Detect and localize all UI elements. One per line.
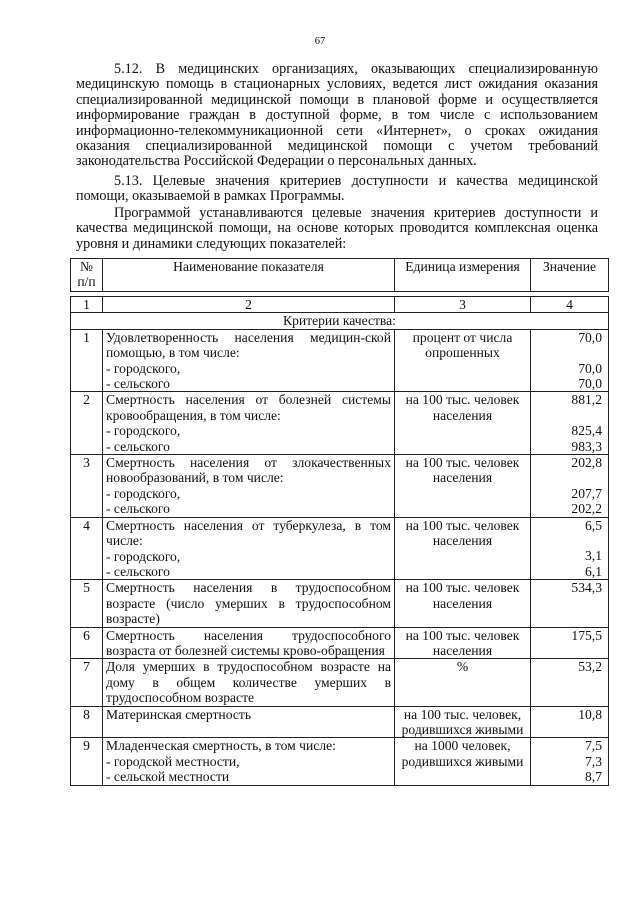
indicator-subitem: - городского, <box>106 360 181 376</box>
indicator-value: 70,0 <box>578 360 602 376</box>
indicator-subitem: - сельского <box>106 376 170 392</box>
indicator-name <box>103 517 395 580</box>
indicator-value: 7,5 <box>585 738 602 754</box>
criteria-table <box>70 258 609 786</box>
header-unit: Единица измерения <box>395 259 531 292</box>
indicator-name <box>103 738 395 785</box>
indicator-value-cell <box>531 329 609 392</box>
table-header-row <box>71 259 609 292</box>
indicator-main: Смертность населения в трудоспособном возрасте (число умерших в трудоспособном возрасте) <box>106 580 391 627</box>
indicator-value: 202,8 <box>571 455 602 471</box>
indicator-value-cell <box>531 455 609 518</box>
indicator-subitem: - городского, <box>106 485 181 501</box>
column-number: 3 <box>395 297 531 313</box>
row-number: 9 <box>71 738 103 785</box>
indicator-main: Смертность населения от злокачественных новообразований, в том числе: <box>106 455 391 486</box>
column-number-row <box>71 297 609 313</box>
indicator-unit: на 1000 человек, родившихся живыми <box>395 738 531 785</box>
row-number: 5 <box>71 580 103 627</box>
column-number: 1 <box>71 297 103 313</box>
indicator-subitem: - сельского <box>106 501 170 517</box>
indicator-value-cell <box>531 517 609 580</box>
indicator-unit: на 100 тыс. человек населения <box>395 627 531 659</box>
indicator-subitem: - сельского <box>106 438 170 454</box>
paragraph-5-13: 5.13. Целевые значения критериев доступности и качества медицинской помощи, оказываемой в рамках Программы. <box>76 173 598 205</box>
indicator-value-cell: 53,2 <box>531 659 609 706</box>
indicator-unit: % <box>395 659 531 706</box>
table-row <box>71 738 609 785</box>
table-row <box>71 455 609 518</box>
indicator-main: Материнская смертность <box>106 706 252 722</box>
section-row <box>71 313 609 329</box>
indicator-value: 6,5 <box>585 517 602 533</box>
table-row <box>71 517 609 580</box>
table-row <box>71 580 609 627</box>
table-row <box>71 706 609 738</box>
column-number: 2 <box>103 297 395 313</box>
indicator-value-cell <box>531 738 609 785</box>
indicator-unit: процент от числа опрошенных <box>395 329 531 392</box>
indicator-name <box>103 706 395 738</box>
indicator-value-cell: 534,3 <box>531 580 609 627</box>
indicator-value: 207,7 <box>571 485 602 501</box>
row-number: 1 <box>71 329 103 392</box>
page-number: 67 <box>314 36 326 47</box>
indicator-unit: на 100 тыс. человек, родившихся живыми <box>395 706 531 738</box>
indicator-value: 983,3 <box>571 438 602 454</box>
indicator-subitem: - сельского <box>106 563 170 579</box>
table-row <box>71 627 609 659</box>
indicator-subitem: - сельской местности <box>106 769 230 785</box>
paragraph-intro: Программой устанавливаются целевые значения критериев доступности и качества медицинской помощи, на основе которых проводится комплексная оценка уровня и динамики следующих показателей: <box>76 205 598 252</box>
indicator-value: 7,3 <box>585 753 602 769</box>
row-number: 2 <box>71 392 103 455</box>
indicator-subitem: - городского, <box>106 548 181 564</box>
indicator-unit: на 100 тыс. человек населения <box>395 580 531 627</box>
indicator-subitem: - городского, <box>106 423 181 439</box>
indicator-unit: на 100 тыс. человек населения <box>395 392 531 455</box>
indicator-value: 881,2 <box>571 392 602 408</box>
indicator-name <box>103 329 395 392</box>
indicator-value-cell <box>531 392 609 455</box>
indicator-main: Смертность населения от туберкулеза, в том числе: <box>106 517 391 549</box>
indicator-value-cell: 10,8 <box>531 706 609 738</box>
indicator-value: 8,7 <box>585 769 602 785</box>
indicator-main: Младенческая смертность, в том числе: <box>106 738 336 754</box>
column-number: 4 <box>531 297 609 313</box>
indicator-value: 825,4 <box>571 423 602 439</box>
table-row <box>71 659 609 706</box>
indicator-subitem: - городской местности, <box>106 753 240 769</box>
table-row <box>71 329 609 392</box>
header-name: Наименование показателя <box>103 259 395 292</box>
row-number: 8 <box>71 706 103 738</box>
indicator-main: Удовлетворенность населения медицин-ской помощью, в том числе: <box>106 329 391 361</box>
indicator-main: Доля умерших в трудоспособном возрасте на дому в общем количестве умерших в трудоспособном возрасте <box>106 659 391 706</box>
indicator-value: 202,2 <box>571 501 602 517</box>
indicator-name <box>103 455 395 518</box>
row-number: 4 <box>71 517 103 580</box>
indicator-name <box>103 580 395 627</box>
indicator-unit: на 100 тыс. человек населения <box>395 455 531 518</box>
indicator-value: 70,0 <box>578 376 602 392</box>
row-number: 7 <box>71 659 103 706</box>
indicator-main: Смертность населения трудоспособного возраста от болезней системы крово-обращения <box>106 627 391 658</box>
indicator-value-cell: 175,5 <box>531 627 609 659</box>
header-value: Значение <box>531 259 609 292</box>
indicator-name <box>103 392 395 455</box>
indicator-name <box>103 659 395 706</box>
table-row <box>71 392 609 455</box>
indicator-value: 3,1 <box>585 548 602 564</box>
indicator-value: 70,0 <box>578 329 602 345</box>
row-number: 3 <box>71 455 103 518</box>
section-title: Критерии качества: <box>71 313 609 329</box>
paragraph-5-12: 5.12. В медицинских организациях, оказывающих специализированную медицинскую помощь в стационарных условиях, ведется лист ожидания оказания специализированной медицинской помощи в плановой форме и осуществляется информирование граждан в доступной форме, в том числе с использованием информационно-телекоммуникационной сети «Интернет», о сроках ожидания оказания специализированной медицинской помощи с учетом требований законодательства Российской Федерации о персональных данных. <box>76 61 598 170</box>
indicator-unit: на 100 тыс. человек населения <box>395 517 531 580</box>
header-num: № п/п <box>71 259 103 292</box>
row-number: 6 <box>71 627 103 659</box>
indicator-name <box>103 627 395 659</box>
indicator-main: Смертность населения от болезней системы кровообращения, в том числе: <box>106 392 391 423</box>
indicator-value: 6,1 <box>585 563 602 579</box>
